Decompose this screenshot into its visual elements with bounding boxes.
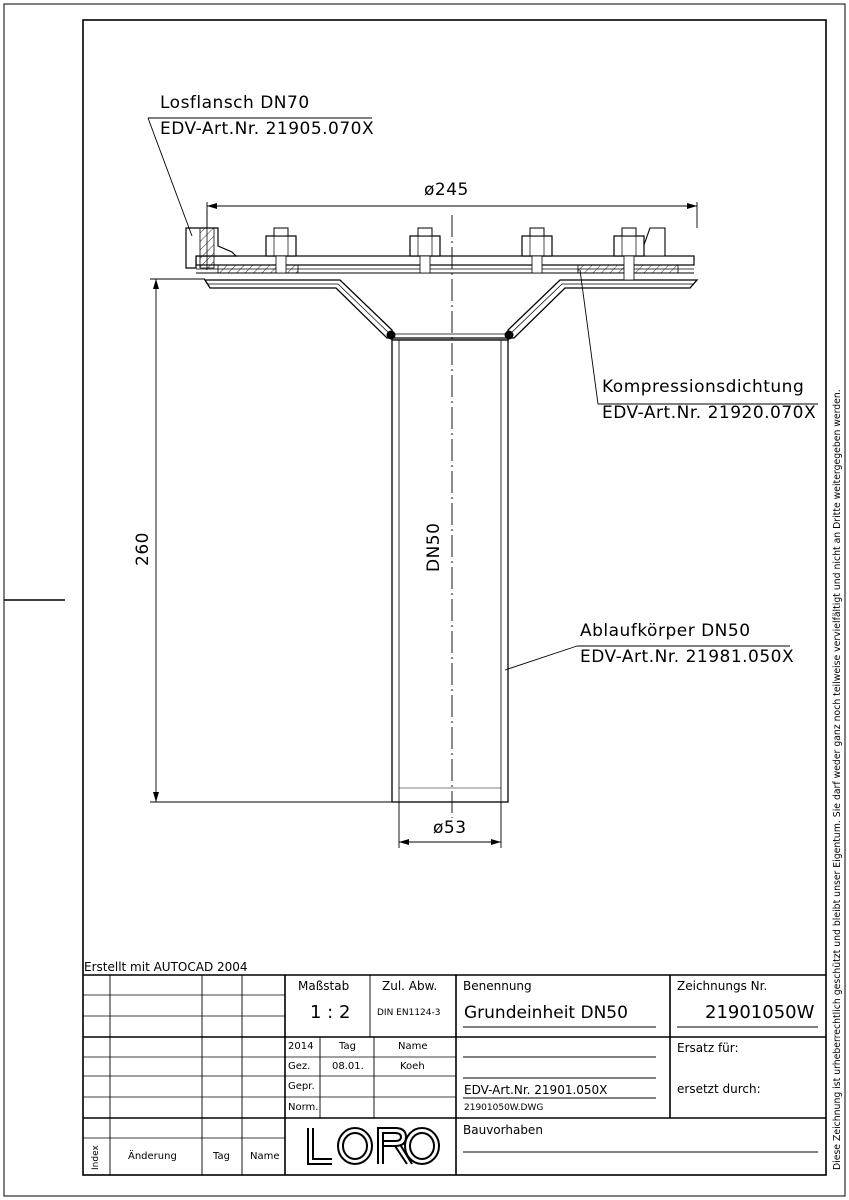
height-dim: 260 xyxy=(133,532,153,566)
seal-name-label: Kompressionsdichtung xyxy=(602,377,805,397)
scale-value: 1 : 2 xyxy=(310,1002,351,1023)
flange-name-label: Losflansch DN70 xyxy=(160,93,310,113)
tolerance-label: Zul. Abw. xyxy=(382,979,438,993)
loro-logo-mark xyxy=(300,1122,443,1170)
seal-art-label: EDV-Art.Nr. 21920.070X xyxy=(602,403,817,423)
revision-name-header: Name xyxy=(250,1151,280,1162)
drawn-date: 08.01. xyxy=(332,1061,364,1072)
drawn-label: Gez. xyxy=(288,1061,311,1072)
day-header: Tag xyxy=(339,1041,356,1052)
revision-change-header: Änderung xyxy=(128,1151,177,1162)
title-label: Benennung xyxy=(463,979,532,993)
body-art-label: EDV-Art.Nr. 21981.050X xyxy=(580,647,795,667)
drawn-name: Koeh xyxy=(400,1061,425,1072)
article-number: EDV-Art.Nr. 21901.050X xyxy=(464,1083,608,1097)
body-name-label: Ablaufkörper DN50 xyxy=(580,621,751,641)
year-cell: 2014 xyxy=(288,1041,314,1052)
created-with-note: Erstellt mit AUTOCAD 2004 xyxy=(84,960,248,974)
drawing-number-value: 21901050W xyxy=(705,1002,815,1023)
loro-logo xyxy=(300,1122,443,1170)
bottom-diameter-dim: ø53 xyxy=(433,818,467,838)
funnel-body xyxy=(205,280,697,340)
replaced-by-label: ersetzt durch: xyxy=(677,1082,761,1096)
copyright-notice: Diese Zeichnung ist urheberrechtlich geschützt und bleibt unser Eigentum. Sie darf weder ganz noch teilweise vervielfältigt und nicht an Dritte weitergegeben werden. xyxy=(832,389,843,1170)
replacement-for-label: Ersatz für: xyxy=(677,1041,739,1055)
title-value: Grundeinheit DN50 xyxy=(464,1003,628,1023)
scale-label: Maßstab xyxy=(298,979,350,993)
drain-assembly xyxy=(186,210,697,818)
flange-art-label: EDV-Art.Nr. 21905.070X xyxy=(160,119,375,139)
bolt-3 xyxy=(522,228,552,273)
project-label: Bauvorhaben xyxy=(463,1123,543,1137)
name-header: Name xyxy=(398,1041,428,1052)
pipe-size-label: DN50 xyxy=(424,522,444,572)
dwg-filename: 21901050W.DWG xyxy=(464,1103,544,1113)
tolerance-value: DIN EN1124-3 xyxy=(377,1008,441,1018)
outlet-pipe xyxy=(392,340,508,802)
top-diameter-dim: ø245 xyxy=(424,180,469,200)
flange-plate xyxy=(196,256,694,265)
revision-index-header: Index xyxy=(91,1145,101,1170)
bolt-2 xyxy=(410,228,440,273)
drawing-number-label: Zeichnungs Nr. xyxy=(677,979,768,993)
norm-label: Norm. xyxy=(288,1102,319,1113)
checked-label: Gepr. xyxy=(288,1081,315,1092)
revision-day-header: Tag xyxy=(213,1151,230,1162)
